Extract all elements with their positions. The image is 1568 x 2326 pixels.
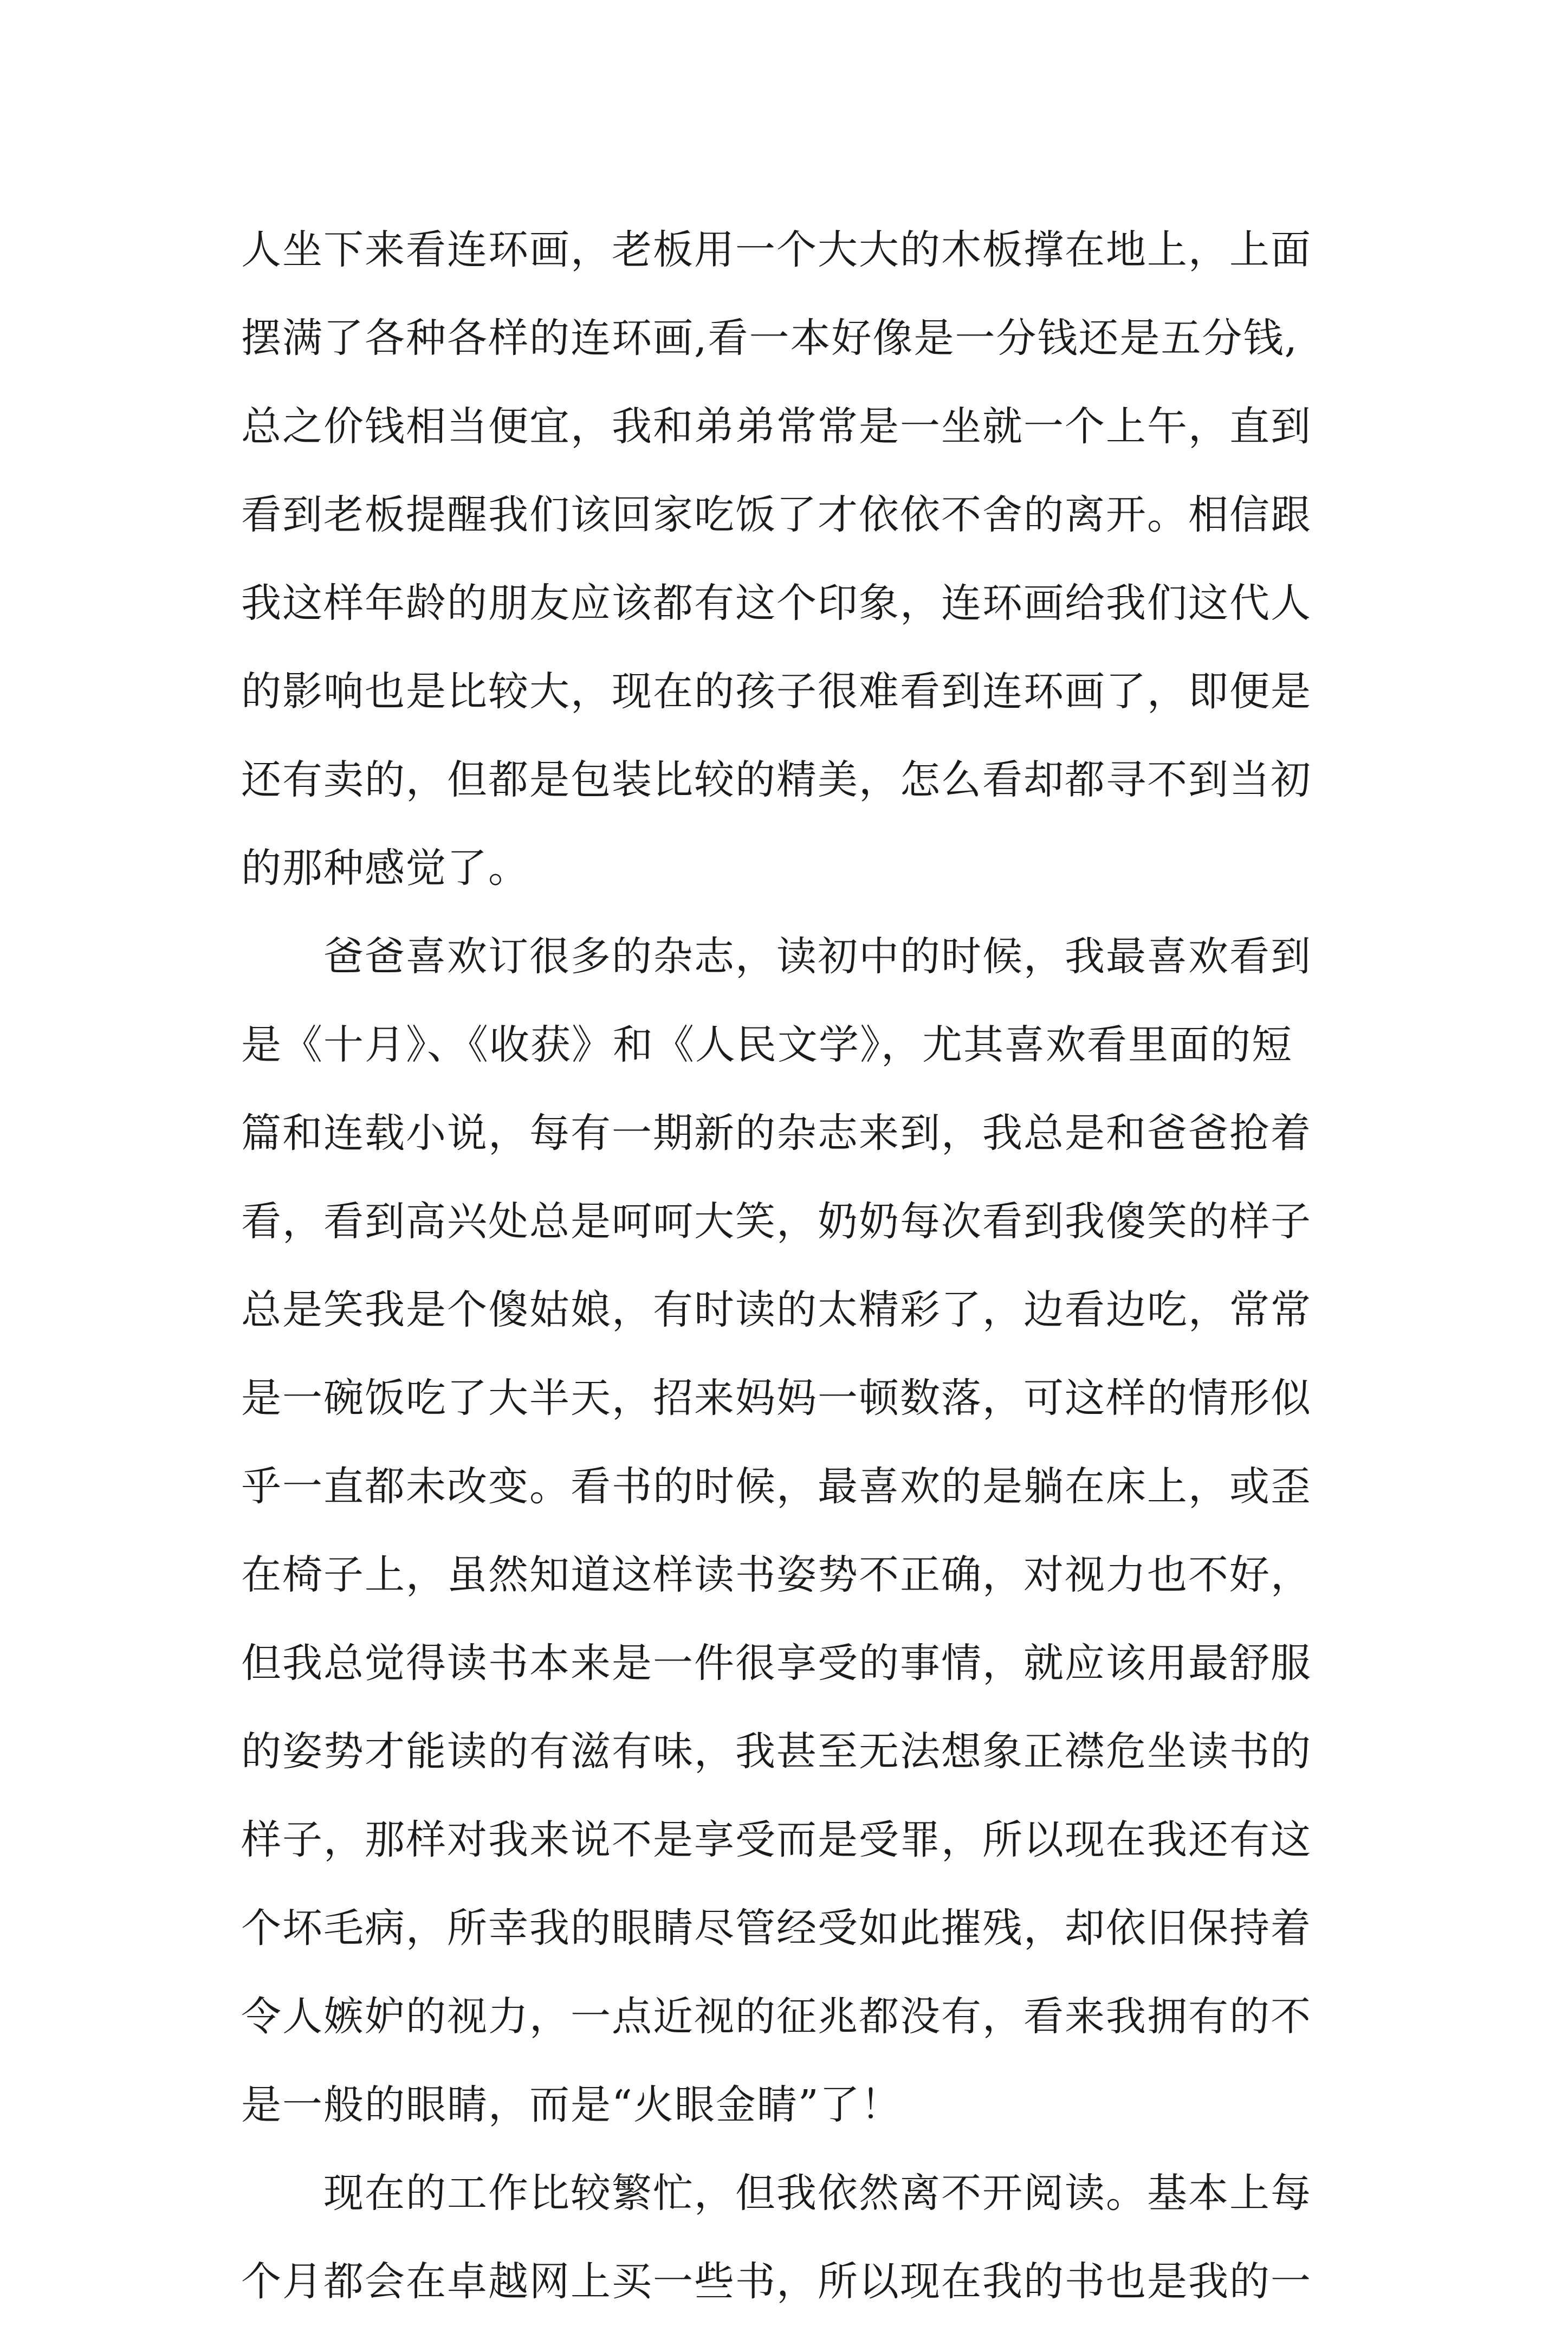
text-line: 是一碗饭吃了大半天，招来妈妈一顿数落，可这样的情形似 bbox=[241, 1375, 1312, 1422]
text-line: 总之价钱相当便宜，我和弟弟常常是一坐就一个上午，直到 bbox=[241, 403, 1312, 450]
text-line: 我这样年龄的朋友应该都有这个印象，连环画给我们这代人 bbox=[241, 580, 1312, 626]
text-line: 看，看到高兴处总是呵呵大笑，奶奶每次看到我傻笑的样子 bbox=[241, 1198, 1312, 1245]
text-line: 令人嫉妒的视力，一点近视的征兆都没有，看来我拥有的不 bbox=[241, 1993, 1312, 2040]
text-line: 在椅子上，虽然知道这样读书姿势不正确，对视力也不好， bbox=[241, 1552, 1312, 1598]
text-line: 总是笑我是个傻姑娘，有时读的太精彩了，边看边吃，常常 bbox=[241, 1287, 1312, 1333]
text-line: 人坐下来看连环画，老板用一个大大的木板撑在地上，上面 bbox=[241, 227, 1312, 273]
text-line: 看到老板提醒我们该回家吃饭了才依依不舍的离开。相信跟 bbox=[241, 492, 1312, 538]
text-line: 但我总觉得读书本来是一件很享受的事情，就应该用最舒服 bbox=[241, 1640, 1312, 1687]
text-line: 的影响也是比较大，现在的孩子很难看到连环画了，即便是 bbox=[241, 668, 1312, 715]
text-line: 摆满了各种各样的连环画,看一本好像是一分钱还是五分钱, bbox=[241, 315, 1299, 361]
text-line: 乎一直都未改变。看书的时候，最喜欢的是躺在床上，或歪 bbox=[241, 1463, 1312, 1510]
text-line: 的那种感觉了。 bbox=[241, 845, 529, 891]
text-line: 的姿势才能读的有滋有味，我甚至无法想象正襟危坐读书的 bbox=[241, 1728, 1312, 1775]
text-line: 现在的工作比较繁忙，但我依然离不开阅读。基本上每 bbox=[241, 2170, 1312, 2217]
body-text bbox=[241, 206, 1390, 2326]
text-line: 个坏毛病，所幸我的眼睛尽管经受如此摧残，却依旧保持着 bbox=[241, 1905, 1312, 1952]
text-line: 是《十月》、《收获》和《人民文学》，尤其喜欢看里面的短 bbox=[241, 1022, 1293, 1068]
text-line: 个月都会在卓越网上买一些书，所以现在我的书也是我的一 bbox=[241, 2258, 1312, 2305]
text-line: 还有卖的，但都是包装比较的精美，怎么看却都寻不到当初 bbox=[241, 757, 1312, 803]
text-line: 是一般的眼睛，而是“火眼金睛”了！ bbox=[241, 2082, 902, 2128]
text-line: 篇和连载小说，每有一期新的杂志来到，我总是和爸爸抢着 bbox=[241, 1110, 1312, 1156]
text-line: 样子，那样对我来说不是享受而是受罪，所以现在我还有这 bbox=[241, 1817, 1312, 1863]
text-line: 爸爸喜欢订很多的杂志，读初中的时候，我最喜欢看到 bbox=[241, 933, 1312, 980]
